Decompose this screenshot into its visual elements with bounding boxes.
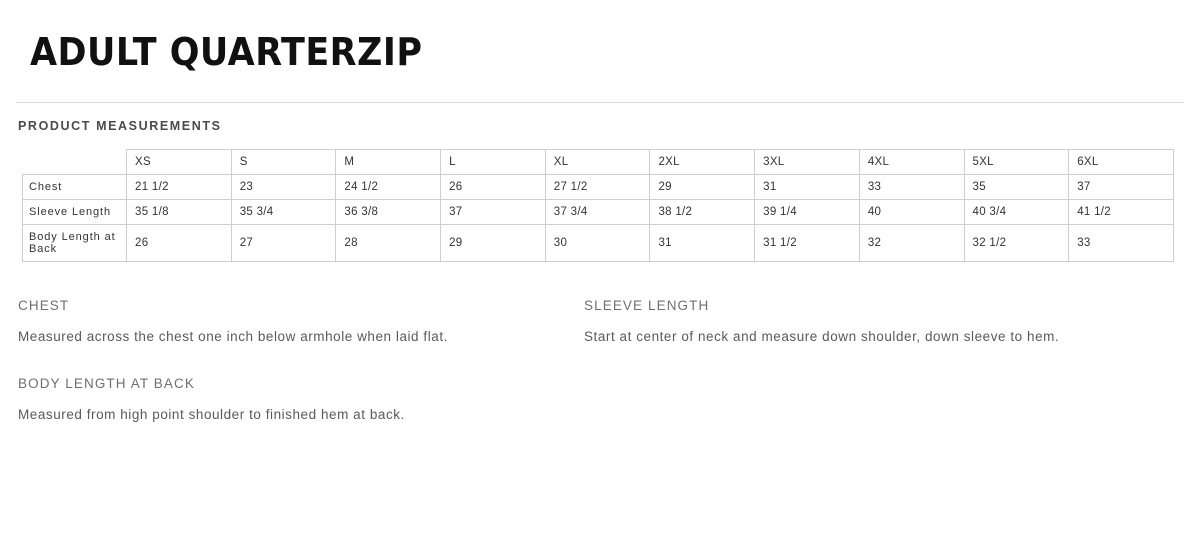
cell-body-6xl: 33 <box>1069 225 1174 262</box>
measurement-notes <box>18 298 1184 428</box>
cell-chest-xl: 27 1/2 <box>545 175 650 200</box>
row-label-sleeve-length: Sleeve Length <box>23 200 127 225</box>
table-header-row <box>23 150 1174 175</box>
cell-chest-s: 23 <box>231 175 336 200</box>
cell-body-xs: 26 <box>127 225 232 262</box>
note-chest-text: Measured across the chest one inch below armhole when laid flat. <box>18 329 448 344</box>
cell-chest-l: 26 <box>441 175 546 200</box>
cell-body-l: 29 <box>441 225 546 262</box>
notes-row-two <box>18 376 1184 428</box>
note-body-length-title: BODY LENGTH AT BACK <box>18 375 195 391</box>
table-header-5xl: 5XL <box>964 150 1069 175</box>
cell-body-m: 28 <box>336 225 441 262</box>
notes-row-one <box>18 298 1184 350</box>
cell-chest-m: 24 1/2 <box>336 175 441 200</box>
cell-body-4xl: 32 <box>859 225 964 262</box>
cell-sleeve-6xl: 41 1/2 <box>1069 200 1174 225</box>
table-header-s: S <box>231 150 336 175</box>
section-label: PRODUCT MEASUREMENTS <box>18 119 222 133</box>
cell-chest-2xl: 29 <box>650 175 755 200</box>
cell-body-xl: 30 <box>545 225 650 262</box>
page-title: ADULT QUARTERZIP <box>30 30 423 74</box>
size-chart-page <box>0 30 1200 554</box>
table-header-4xl: 4XL <box>859 150 964 175</box>
cell-sleeve-m: 36 3/8 <box>336 200 441 225</box>
note-sleeve-length-title: SLEEVE LENGTH <box>584 298 710 313</box>
measurements-table <box>22 149 1174 262</box>
cell-sleeve-xl: 37 3/4 <box>545 200 650 225</box>
header-divider <box>16 102 1184 103</box>
note-body-length-at-back <box>18 376 584 428</box>
cell-chest-4xl: 33 <box>859 175 964 200</box>
table-header-l: L <box>441 150 546 175</box>
note-chest-title: CHEST <box>18 298 70 313</box>
note-sleeve-length-text: Start at center of neck and measure down shoulder, down sleeve to hem. <box>584 329 1060 344</box>
row-label-body-length-at-back: Body Length at Back <box>23 225 127 262</box>
table-row <box>23 200 1174 225</box>
note-body-length-text: Measured from high point shoulder to finished hem at back. <box>18 406 405 422</box>
table-header-m: M <box>336 150 441 175</box>
cell-body-5xl: 32 1/2 <box>964 225 1069 262</box>
cell-body-3xl: 31 1/2 <box>755 225 860 262</box>
cell-sleeve-4xl: 40 <box>859 200 964 225</box>
table-header-6xl: 6XL <box>1069 150 1174 175</box>
cell-sleeve-s: 35 3/4 <box>231 200 336 225</box>
cell-chest-6xl: 37 <box>1069 175 1174 200</box>
cell-chest-xs: 21 1/2 <box>127 175 232 200</box>
cell-body-s: 27 <box>231 225 336 262</box>
cell-sleeve-2xl: 38 1/2 <box>650 200 755 225</box>
cell-chest-3xl: 31 <box>755 175 860 200</box>
table-header-xs: XS <box>127 150 232 175</box>
row-label-chest: Chest <box>23 175 127 200</box>
table-row <box>23 225 1174 262</box>
cell-sleeve-5xl: 40 3/4 <box>964 200 1069 225</box>
cell-sleeve-xs: 35 1/8 <box>127 200 232 225</box>
table-header-xl: XL <box>545 150 650 175</box>
cell-sleeve-3xl: 39 1/4 <box>755 200 860 225</box>
cell-chest-5xl: 35 <box>964 175 1069 200</box>
table-corner-cell <box>23 150 127 175</box>
table-header-3xl: 3XL <box>755 150 860 175</box>
cell-body-2xl: 31 <box>650 225 755 262</box>
note-sleeve-length <box>584 298 1144 350</box>
table-row <box>23 175 1174 200</box>
cell-sleeve-l: 37 <box>441 200 546 225</box>
table-header-2xl: 2XL <box>650 150 755 175</box>
note-chest <box>18 298 584 350</box>
